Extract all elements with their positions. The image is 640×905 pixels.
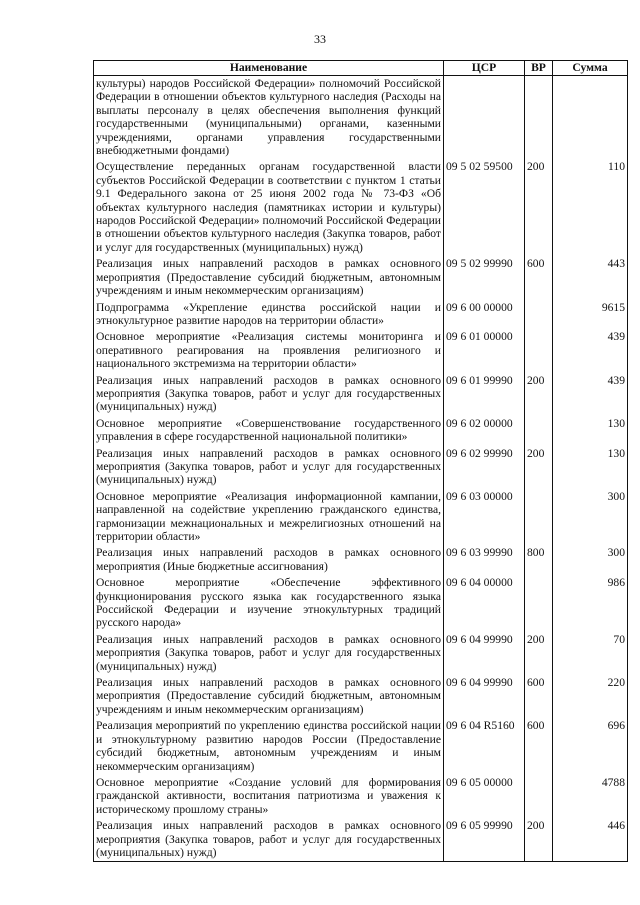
row-vr: 800 xyxy=(525,545,553,575)
row-vr: 200 xyxy=(525,818,553,862)
row-sum: 300 xyxy=(553,545,628,575)
row-vr: 200 xyxy=(525,373,553,416)
row-csr: 09 6 05 00000 xyxy=(444,775,525,818)
table-row xyxy=(94,545,628,575)
column-header-sum: Сумма xyxy=(553,61,628,76)
row-sum: 130 xyxy=(553,446,628,489)
row-csr: 09 6 04 00000 xyxy=(444,575,525,632)
row-name: Реализация иных направлений расходов в рамках основного мероприятия (Закупка товаров, работ и услуг для государственных (муниципальных) нужд) xyxy=(94,446,444,489)
row-csr: 09 6 03 99990 xyxy=(444,545,525,575)
row-name: Основное мероприятие «Реализация системы мониторинга и оперативного реагирования на проявления религиозного и национального экстремизма на территории области» xyxy=(94,329,444,372)
table-row xyxy=(94,329,628,372)
row-vr: 600 xyxy=(525,675,553,718)
row-csr: 09 5 02 59500 xyxy=(444,159,525,256)
row-vr xyxy=(525,329,553,372)
row-name: Реализация иных направлений расходов в рамках основного мероприятия (Закупка товаров, работ и услуг для государственных (муниципальных) нужд) xyxy=(94,632,444,675)
row-vr xyxy=(525,489,553,546)
row-name: Реализация мероприятий по укреплению единства российской нации и этнокультурному развитию народов России (Предоставление субсидий бюджетным, автономным учреждениям и иным некоммерческим организациям) xyxy=(94,718,444,775)
row-csr: 09 6 04 R5160 xyxy=(444,718,525,775)
row-vr xyxy=(525,416,553,446)
row-vr xyxy=(525,76,553,160)
row-sum: 696 xyxy=(553,718,628,775)
row-sum: 220 xyxy=(553,675,628,718)
table-row xyxy=(94,675,628,718)
table-row xyxy=(94,718,628,775)
table-row xyxy=(94,818,628,862)
budget-table xyxy=(93,60,628,862)
table-row xyxy=(94,256,628,299)
row-sum: 986 xyxy=(553,575,628,632)
row-sum: 130 xyxy=(553,416,628,446)
row-sum: 4788 xyxy=(553,775,628,818)
row-name: Основное мероприятие «Совершенствование государственного управления в сфере государственной национальной политики» xyxy=(94,416,444,446)
row-name: Осуществление переданных органам государственной власти субъектов Российской Федерации в соответствии с пунктом 1 статьи 9.1 Федерального закона от 25 июня 2002 года № 73-ФЗ «Об объектах культурного наследия (памятниках истории и культуры) народов Российской Федерации» полномочий Российской Федерации в отношении объектов культурного наследия (Закупка товаров, работ и услуг для государственных (муниципальных) нужд) xyxy=(94,159,444,256)
row-vr xyxy=(525,775,553,818)
row-csr: 09 6 02 00000 xyxy=(444,416,525,446)
row-sum: 446 xyxy=(553,818,628,862)
row-csr xyxy=(444,76,525,160)
table-row xyxy=(94,159,628,256)
table-row xyxy=(94,416,628,446)
row-name: культуры) народов Российской Федерации» полномочий Российской Федерации в отношении объектов культурного наследия (Расходы на выплаты персоналу в целях обеспечения выполнения функций государственными (муниципальными) органами, казенными учреждениями, органами управления государственными внебюджетными фондами) xyxy=(94,76,444,160)
table-body xyxy=(94,76,628,862)
row-vr xyxy=(525,300,553,330)
row-name: Подпрограмма «Укрепление единства российской нации и этнокультурное развитие народов на территории области» xyxy=(94,300,444,330)
row-csr: 09 6 04 99990 xyxy=(444,632,525,675)
table-row xyxy=(94,446,628,489)
row-name: Основное мероприятие «Обеспечение эффективного функционирования русского языка как государственного языка Российской Федерации и изучение этнокультурных традиций русского народа» xyxy=(94,575,444,632)
row-csr: 09 6 02 99990 xyxy=(444,446,525,489)
row-csr: 09 6 01 99990 xyxy=(444,373,525,416)
row-vr: 200 xyxy=(525,446,553,489)
row-vr: 600 xyxy=(525,718,553,775)
row-csr: 09 6 03 00000 xyxy=(444,489,525,546)
table-row xyxy=(94,575,628,632)
row-sum: 110 xyxy=(553,159,628,256)
row-sum: 443 xyxy=(553,256,628,299)
table-row xyxy=(94,373,628,416)
row-vr xyxy=(525,575,553,632)
table-row xyxy=(94,775,628,818)
row-sum: 70 xyxy=(553,632,628,675)
row-name: Основное мероприятие «Реализация информационной кампании, направленной на содействие укреплению гражданского единства, гармонизации межнациональных и межрелигиозных отношений на территории области» xyxy=(94,489,444,546)
table-row xyxy=(94,300,628,330)
row-sum: 439 xyxy=(553,373,628,416)
row-csr: 09 6 04 99990 xyxy=(444,675,525,718)
row-csr: 09 6 01 00000 xyxy=(444,329,525,372)
row-name: Реализация иных направлений расходов в рамках основного мероприятия (Закупка товаров, работ и услуг для государственных (муниципальных) нужд) xyxy=(94,373,444,416)
column-header-csr: ЦСР xyxy=(444,61,525,76)
row-name: Реализация иных направлений расходов в рамках основного мероприятия (Предоставление субсидий бюджетным, автономным учреждениям и иным некоммерческим организациям) xyxy=(94,256,444,299)
row-sum xyxy=(553,76,628,160)
column-header-vr: ВР xyxy=(525,61,553,76)
row-vr: 200 xyxy=(525,632,553,675)
row-csr: 09 6 05 99990 xyxy=(444,818,525,862)
row-sum: 439 xyxy=(553,329,628,372)
table-row xyxy=(94,489,628,546)
column-header-name: Наименование xyxy=(94,61,444,76)
table-header-row xyxy=(94,61,628,76)
page-number: 33 xyxy=(314,32,326,46)
row-sum: 9615 xyxy=(553,300,628,330)
table-row xyxy=(94,76,628,160)
row-name: Реализация иных направлений расходов в рамках основного мероприятия (Закупка товаров, работ и услуг для государственных (муниципальных) нужд) xyxy=(94,818,444,862)
row-name: Реализация иных направлений расходов в рамках основного мероприятия (Предоставление субсидий бюджетным, автономным учреждениям и иным некоммерческим организациям) xyxy=(94,675,444,718)
row-csr: 09 6 00 00000 xyxy=(444,300,525,330)
row-vr: 600 xyxy=(525,256,553,299)
row-sum: 300 xyxy=(553,489,628,546)
row-vr: 200 xyxy=(525,159,553,256)
row-name: Реализация иных направлений расходов в рамках основного мероприятия (Иные бюджетные ассигнования) xyxy=(94,545,444,575)
row-name: Основное мероприятие «Создание условий для формирования гражданской активности, воспитания патриотизма и уважения к историческому прошлому страны» xyxy=(94,775,444,818)
row-csr: 09 5 02 99990 xyxy=(444,256,525,299)
table-row xyxy=(94,632,628,675)
